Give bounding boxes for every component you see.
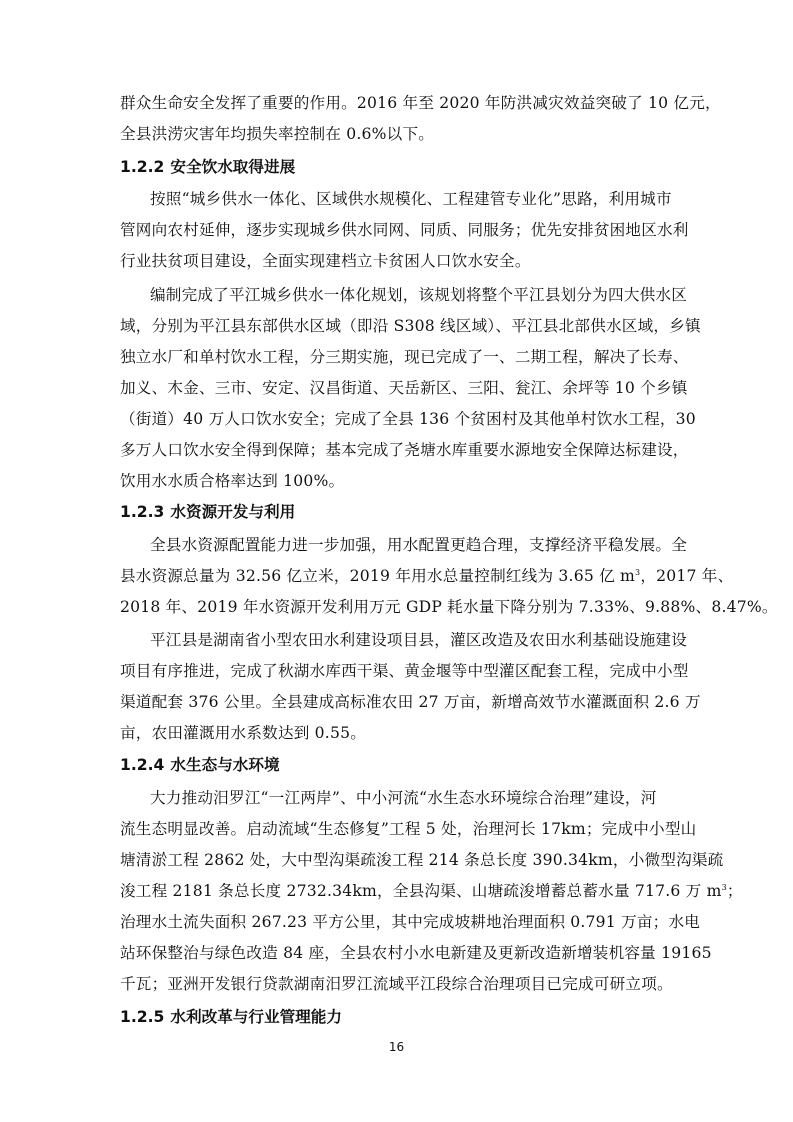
text-line: 独立水厂和单村饮水工程，分三期实施，现已完成了一、二期工程，解决了长寿、 — [120, 348, 689, 366]
section-title: 水生态与水环境 — [170, 756, 280, 774]
superscript: 3 — [721, 882, 727, 892]
section-number: 1.2.5 — [120, 1008, 165, 1026]
section-heading-1-2-2 — [120, 152, 686, 182]
text-line: 2018 年、2019 年水资源开发利用万元 GDP 耗水量下降分别为 7.33%、9.88%、8.47%。 — [120, 598, 778, 616]
section-title: 水利改革与行业管理能力 — [170, 1008, 342, 1026]
text-line: 亩，农田灌溉用水系数达到 0.55。 — [120, 724, 366, 742]
text-line: 平江县是湖南省小型农田水利建设项目县，灌区改造及农田水利基础设施建设 — [150, 631, 687, 649]
text-line: 项目有序推进，完成了秋湖水库西干渠、黄金堰等中型灌区配套工程，完成中小型 — [120, 662, 689, 680]
section-title: 水资源开发与利用 — [170, 503, 296, 521]
text-line: 加义、木金、三市、安定、汉昌街道、天岳新区、三阳、瓮江、余坪等 10 个乡镇 — [120, 379, 688, 397]
text-line: 千瓦；亚洲开发银行贷款湖南汨罗江流域平江段综合治理项目已完成可研立项。 — [120, 975, 673, 993]
text-line: 群众生命安全发挥了重要的作用。2016 年至 2020 年防洪减灾效益突破了 10 亿元， — [120, 94, 721, 112]
section-heading-1-2-4 — [120, 750, 686, 780]
text-line: 多万人口饮水安全得到保障；基本完成了尧塘水库重要水源地安全保障达标建设， — [120, 441, 689, 459]
section-heading-1-2-5 — [120, 1002, 686, 1032]
section-number: 1.2.2 — [120, 158, 165, 176]
text-line: 行业扶贫项目建设，全面实现建档立卡贫困人口饮水安全。 — [120, 252, 531, 270]
text-span: 县水资源总量为 32.56 亿立米，2019 年用水总量控制红线为 3.65 亿 m — [120, 567, 636, 585]
text-line: 按照“城乡供水一体化、区域供水规模化、工程建管专业化”思路，利用城市 — [150, 190, 672, 208]
text-line: 饮用水水质合格率达到 100%。 — [120, 472, 345, 490]
page-number: 16 — [388, 1040, 405, 1054]
text-line: 全县洪涝灾害年均损失率控制在 0.6%以下。 — [120, 125, 435, 143]
text-span: ； — [726, 882, 743, 900]
text-line: 塘清淤工程 2862 处，大中型沟渠疏浚工程 214 条总长度 390.34km，小微型沟渠疏 — [120, 851, 724, 869]
text-line: （街道）40 万人口饮水安全；完成了全县 136 个贫困村及其他单村饮水工程，30 — [120, 410, 696, 428]
text-line: 治理水土流失面积 267.23 平方公里，其中完成坡耕地治理面积 0.791 万亩；水电 — [120, 913, 701, 931]
text-line — [120, 561, 734, 591]
text-line: 全县水资源配置能力进一步加强，用水配置更趋合理，支撑经济平稳发展。全 — [150, 536, 687, 554]
superscript: 3 — [635, 567, 641, 577]
text-line: 大力推动汨罗江“一江两岸”、中小河流“水生态水环境综合治理”建设，河 — [150, 789, 657, 807]
text-line: 流生态明显改善。启动流域“生态修复”工程 5 处，治理河长 17km；完成中小型山 — [120, 820, 697, 838]
section-number: 1.2.4 — [120, 756, 165, 774]
text-line — [120, 876, 743, 906]
section-title: 安全饮水取得进展 — [170, 158, 296, 176]
text-line: 域，分别为平江县东部供水区域（即沿 S308 线区域）、平江县北部供水区域，乡镇 — [120, 317, 701, 335]
text-line: 渠道配套 376 公里。全县建成高标准农田 27 万亩，新增高效节水灌溉面积 2.6 万 — [120, 693, 701, 711]
section-heading-1-2-3 — [120, 497, 686, 527]
text-span: 浚工程 2181 条总长度 2732.34km，全县沟渠、山塘疏浚增蓄总蓄水量 717.6 万 m — [120, 882, 722, 900]
text-span: ，2017 年、 — [640, 567, 734, 585]
section-number: 1.2.3 — [120, 503, 165, 521]
text-line: 站环保整治与绿色改造 84 座，全县农村小水电新建及更新改造新增装机容量 19165 — [120, 944, 712, 962]
text-line: 编制完成了平江城乡供水一体化规划，该规划将整个平江县划分为四大供水区 — [150, 286, 687, 304]
text-line: 管网向农村延伸，逐步实现城乡供水同网、同质、同服务；优先安排贫困地区水利 — [120, 221, 689, 239]
